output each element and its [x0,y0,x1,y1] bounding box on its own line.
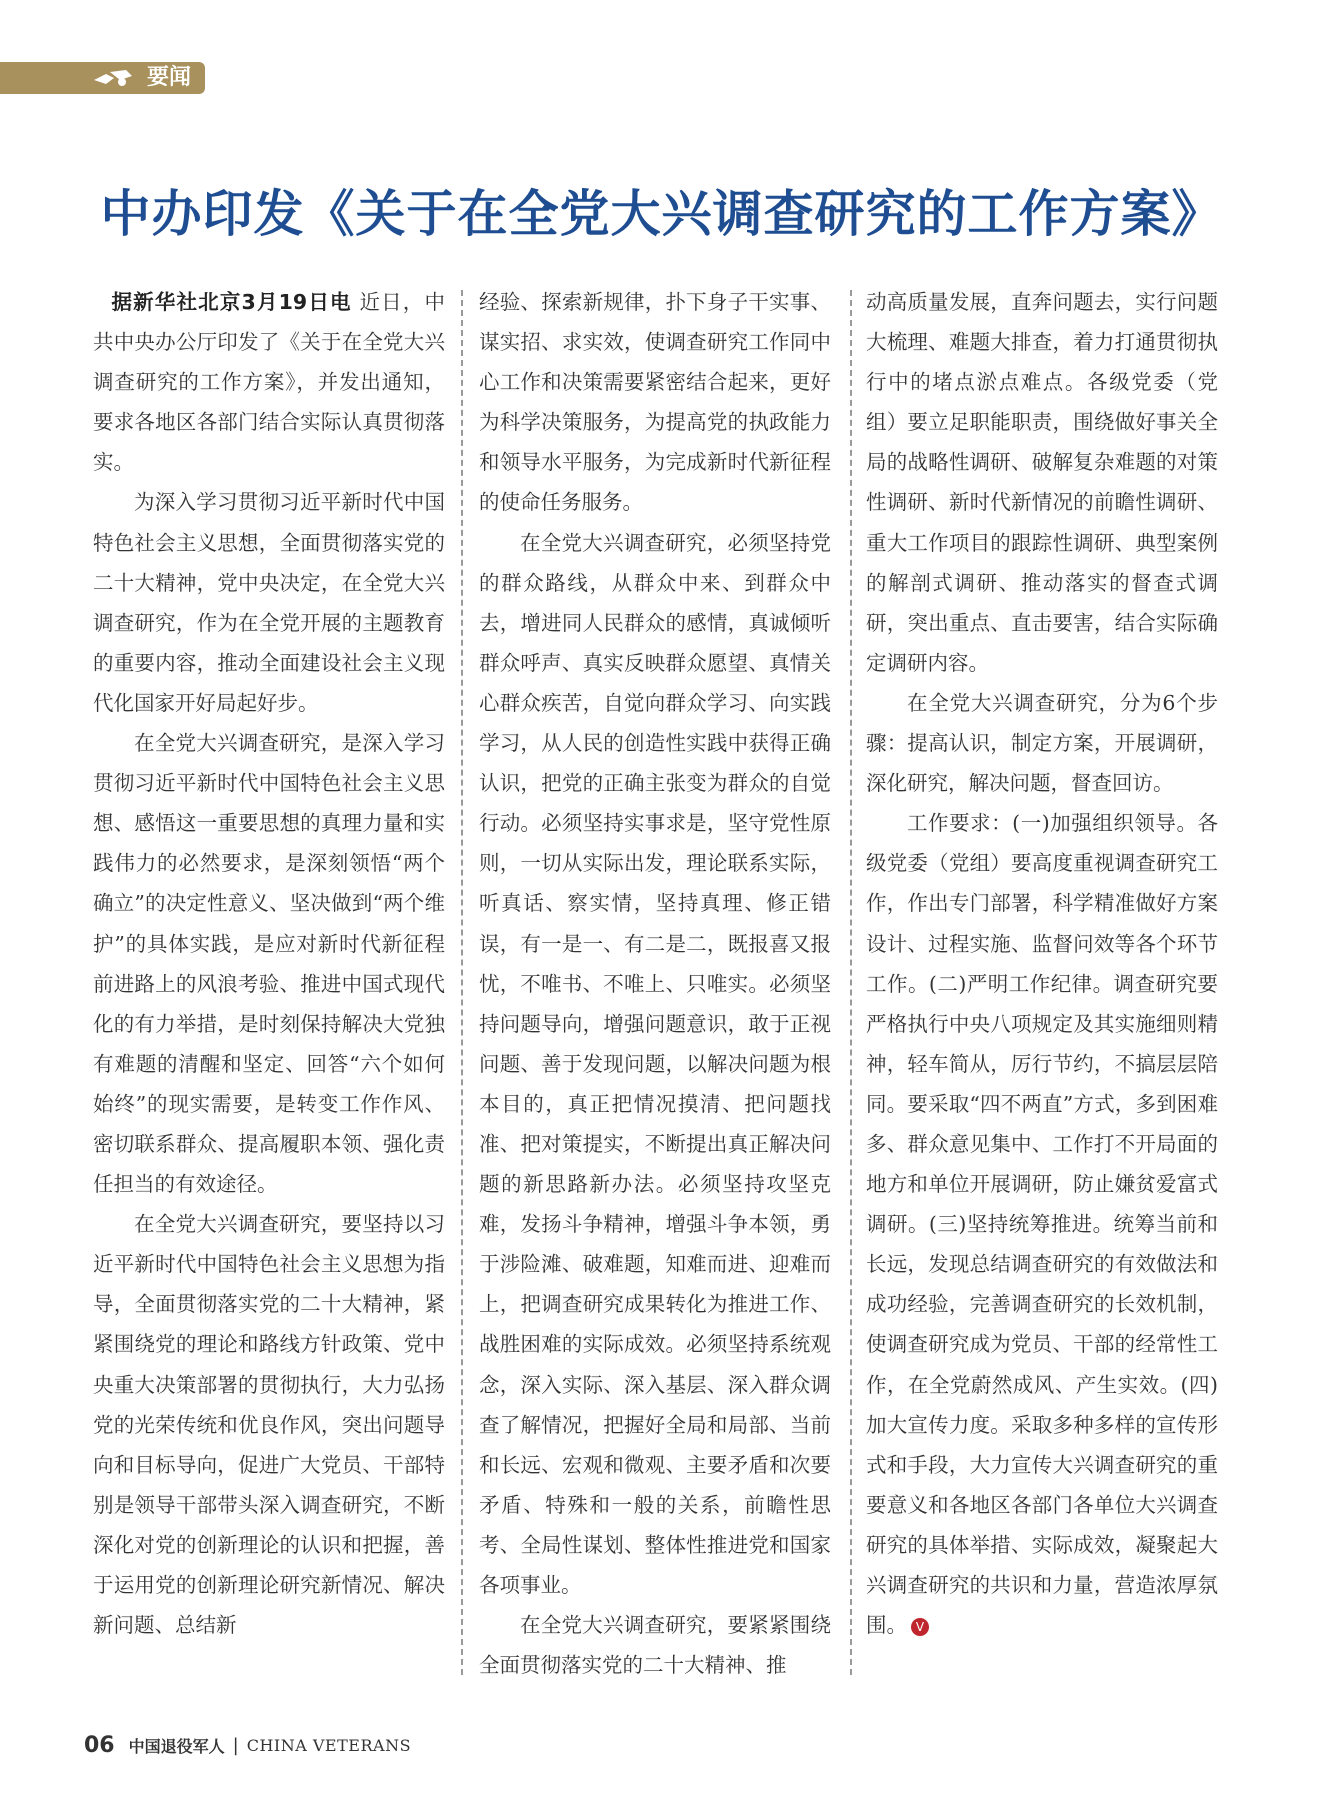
end-mark-icon: V [911,1618,929,1636]
article-paragraph: 为深入学习贯彻习近平新时代中国特色社会主义思想，全面贯彻落实党的二十大精神，党中央决定，在全党大兴调查研究，作为在全党开展的主题教育的重要内容，推动全面建设社会主义现代化国家开好局起好步。 [93,490,445,715]
article-paragraph: 在全党大兴调查研究，分为6个步骤：提高认识，制定方案，开展调研，深化研究，解决问题，督查回访。 [866,690,1218,796]
magazine-logo-icon [92,66,134,90]
section-label: 要闻 [147,65,192,90]
page-number: 06 [84,1732,115,1758]
section-tab [0,62,205,94]
article-column-1 [93,282,445,1645]
article-column-3 [866,282,1218,1645]
page-footer [84,1730,411,1760]
article-paragraph: 在全党大兴调查研究，是深入学习贯彻习近平新时代中国特色社会主义思想、感悟这一重要思想的真理力量和实践伟力的必然要求，是深刻领悟“两个确立”的决定性意义、坚决做到“两个维护”的具体实践，是应对新时代新征程前进路上的风浪考验、推进中国式现代化的有力举措，是时刻保持解决大党独有难题的清醒和坚定、回答“六个如何始终”的现实需要，是转变工作作风、密切联系群众、提高履职本领、强化责任担当的有效途径。 [93,731,445,1197]
article-paragraph: 在全党大兴调查研究，必须坚持党的群众路线，从群众中来、到群众中去，增进同人民群众的感情，真诚倾听群众呼声、真实反映群众愿望、真情关心群众疾苦，自觉向群众学习、向实践学习，从人民的创造性实践中获得正确认识，把党的正确主张变为群众的自觉行动。必须坚持实事求是，坚守党性原则，一切从实际出发，理论联系实际，听真话、察实情，坚持真理、修正错误，有一是一、有二是二，既报喜又报忧，不唯书、不唯上、只唯实。必须坚持问题导向，增强问题意识，敢于正视问题、善于发现问题，以解决问题为根本目的，真正把情况摸清、把问题找准、把对策提实，不断提出真正解决问题的新思路新办法。必须坚持攻坚克难，发扬斗争精神，增强斗争本领，勇于涉险滩、破难题，知难而进、迎难而上，把调查研究成果转化为推进工作、战胜困难的实际成效。必须坚持系统观念，深入实际、深入基层、深入群众调查了解情况，把握好全局和局部、当前和长远、宏观和微观、主要矛盾和次要矛盾、特殊和一般的关系，前瞻性思考、全局性谋划、整体性推进党和国家各项事业。 [479,530,831,1597]
magazine-name-en: CHINA VETERANS [246,1735,412,1755]
column-divider [850,290,852,1675]
footer-separator: | [232,1734,239,1756]
article-paragraph: 在全党大兴调查研究，要坚持以习近平新时代中国特色社会主义思想为指导，全面贯彻落实党的二十大精神，紧紧围绕党的理论和路线方针政策、党中央重大决策部署的贯彻执行，大力弘扬党的光荣传统和优良作风，突出问题导向和目标导向，促进广大党员、干部特别是领导干部带头深入调查研究，不断深化对党的创新理论的认识和把握，善于运用党的创新理论研究新情况、解决新问题、总结新 [93,1212,445,1638]
article-paragraph: 动高质量发展，直奔问题去，实行问题大梳理、难题大排查，着力打通贯彻执行中的堵点淤点难点。各级党委（党组）要立足职能职责，围绕做好事关全局的战略性调研、破解复杂难题的对策性调研、新时代新情况的前瞻性调研、重大工作项目的跟踪性调研、典型案例的解剖式调研、推动落实的督查式调研，突出重点、直击要害，结合实际确定调研内容。 [866,290,1218,675]
article-headline: 中办印发《关于在全党大兴调查研究的工作方案》 [100,185,1223,243]
dateline: 据新华社北京3月19日电 [111,290,352,314]
paragraph-text: 近日，中共中央办公厅印发了《关于在全党大兴调查研究的工作方案》，并发出通知，要求各地区各部门结合实际认真贯彻落实。 [93,290,445,475]
article-paragraph [93,282,445,482]
paragraph-text: 工作要求：(一)加强组织领导。各级党委（党组）要高度重视调查研究工作，作出专门部署，科学精准做好方案设计、过程实施、监督问效等各个环节工作。(二)严明工作纪律。调查研究要严格执行中央八项规定及其实施细则精神，轻车简从，厉行节约，不搞层层陪同。要采取“四不两直”方式，多到困难多、群众意见集中、工作打不开局面的地方和单位开展调研，防止嫌贫爱富式调研。(三)坚持统筹推进。统筹当前和长远，发现总结调查研究的有效做法和成功经验，完善调查研究的长效机制，使调查研究成为党员、干部的经常性工作，在全党蔚然成风、产生实效。(四)加大宣传力度。采取多种多样的宣传形式和手段，大力宣传大兴调查研究的重要意义和各地区各部门各单位大兴调查研究的具体举措、实际成效，凝聚起大兴调查研究的共识和力量，营造浓厚氛围。 [866,811,1218,1638]
magazine-name-cn: 中国退役军人 [128,1736,225,1756]
article-paragraph: 经验、探索新规律，扑下身子干实事、谋实招、求实效，使调查研究工作同中心工作和决策需要紧密结合起来，更好为科学决策服务，为提高党的执政能力和领导水平服务，为完成新时代新征程的使命任务服务。 [479,290,831,515]
article-paragraph: 在全党大兴调查研究，要紧紧围绕全面贯彻落实党的二十大精神、推 [479,1613,831,1678]
article-paragraph [866,803,1218,1645]
article-column-2 [479,282,831,1685]
column-divider [461,290,463,1675]
